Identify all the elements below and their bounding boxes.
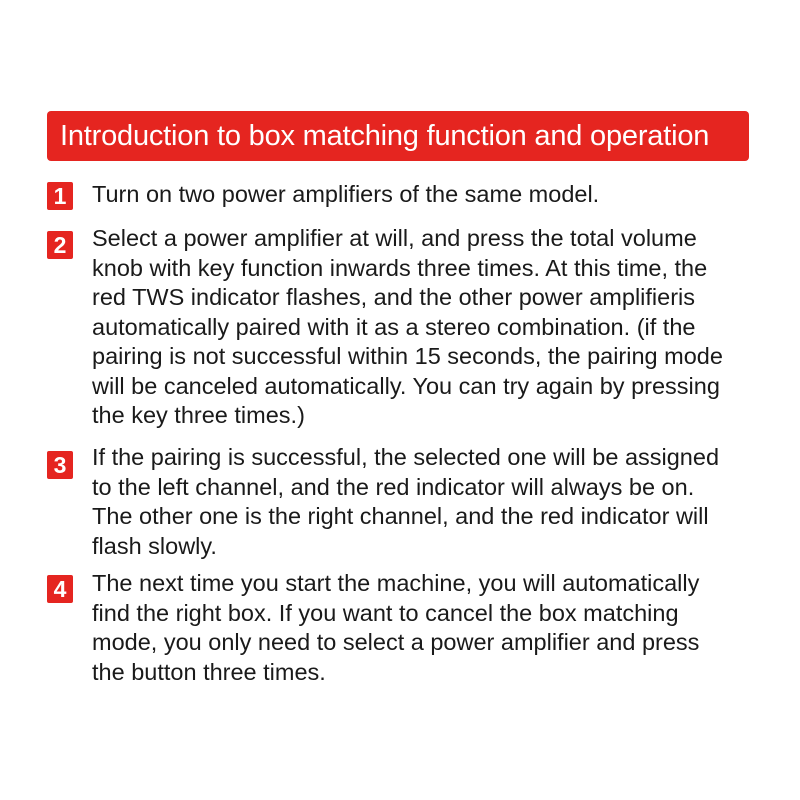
step-line: mode, you only need to select a power amplifier and press [92, 629, 700, 655]
page-title: Introduction to box matching function and operation [60, 119, 710, 152]
step-line: The next time you start the machine, you will automatically [92, 570, 700, 596]
step-line: to the left channel, and the red indicator will always be on. [92, 473, 695, 500]
step-text [92, 569, 772, 687]
step-line: red TWS indicator flashes, and the other power amplifieris [92, 284, 696, 310]
step-text [92, 443, 772, 561]
step-number-badge: 3 [47, 451, 73, 479]
step-text [92, 224, 772, 431]
step-line: automatically paired with it as a stereo combination. (if the [92, 313, 696, 340]
step-line: pairing is not successful within 15 seconds, the pairing mode [92, 343, 723, 369]
step-line: the button three times. [92, 658, 326, 685]
step-line: will be canceled automatically. You can try again by pressing [92, 372, 720, 399]
step-number-badge: 1 [47, 182, 73, 210]
step-line: If the pairing is successful, the selected one will be assigned [92, 444, 720, 470]
step-line: Turn on two power amplifiers of the same model. [92, 181, 600, 207]
step-number-badge: 4 [47, 575, 73, 603]
step-line: the key three times.) [92, 402, 305, 428]
step-line: flash slowly. [92, 532, 217, 559]
step-text [92, 180, 772, 210]
step-line: The other one is the right channel, and the red indicator will [92, 503, 709, 529]
step-number-badge: 2 [47, 231, 73, 259]
step-line: Select a power amplifier at will, and press the total volume [92, 225, 697, 251]
step-line: find the right box. If you want to cancel the box matching [92, 599, 679, 626]
header-banner [47, 111, 749, 161]
step-line: knob with key function inwards three times. At this time, the [92, 254, 708, 281]
